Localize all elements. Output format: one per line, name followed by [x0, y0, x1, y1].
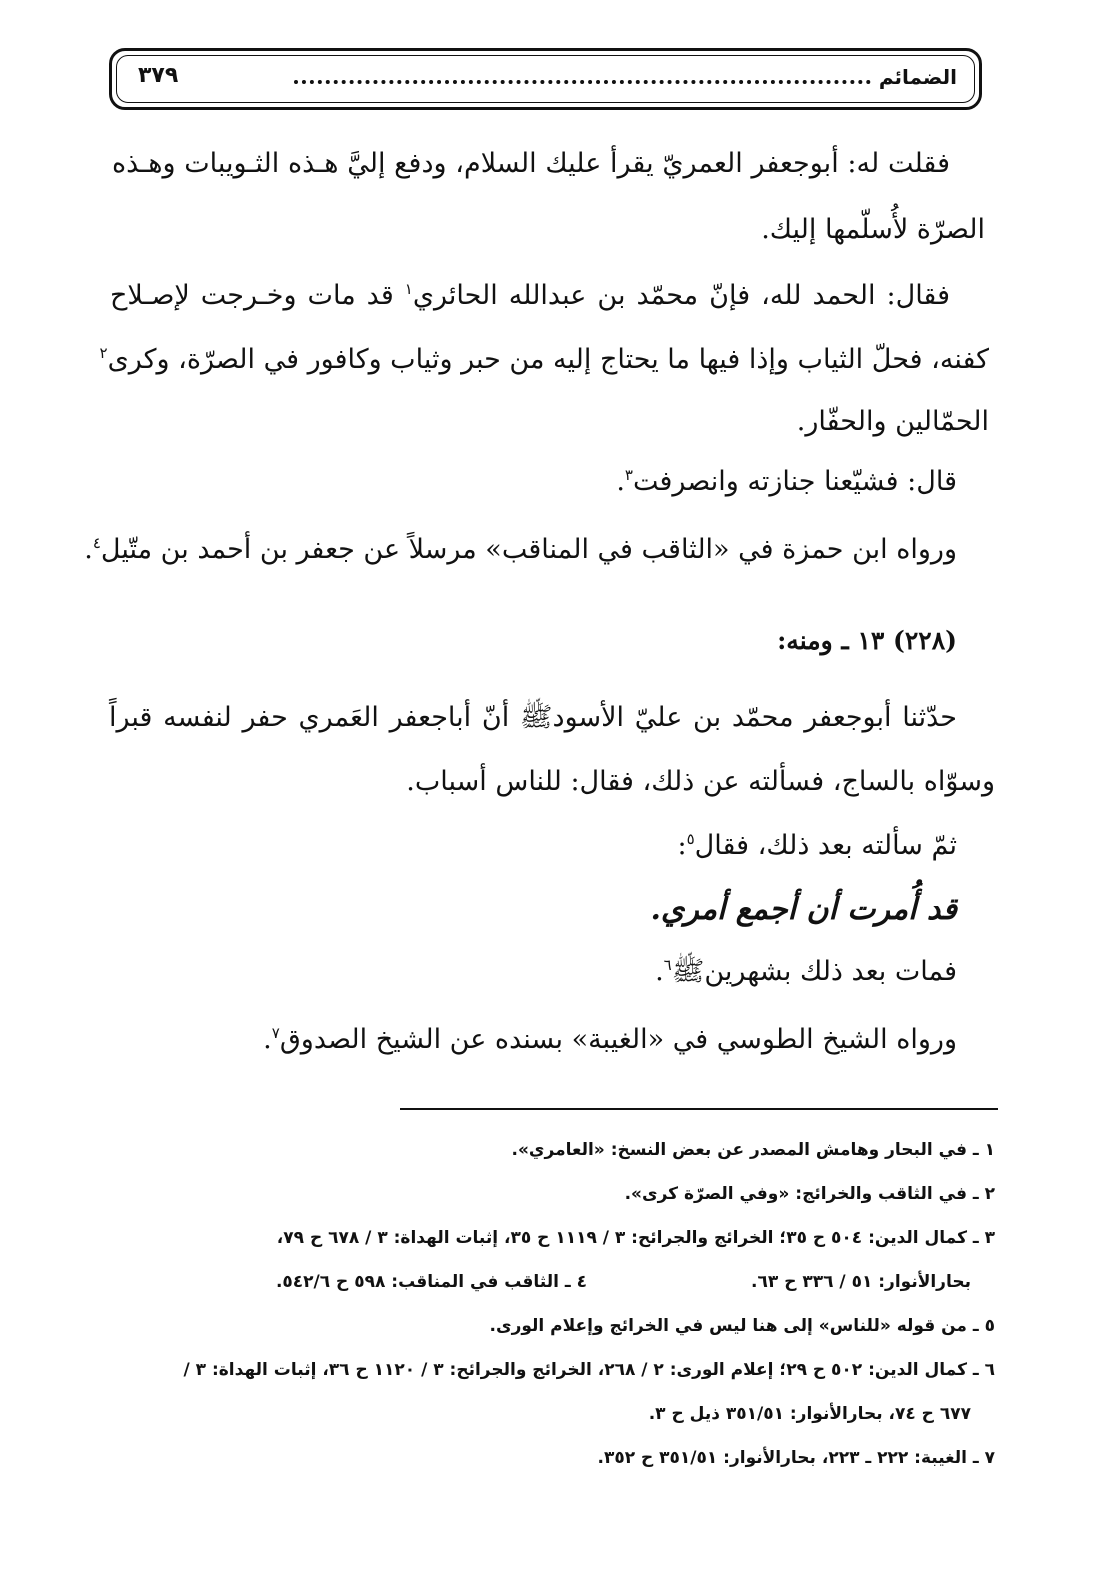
footnote-ref-5: ٥	[686, 830, 695, 848]
paragraph-4: ورواه ابن حمزة في «الثاقب في المناقب» مرسلاً عن جعفر بن أحمد بن متّيل$^٤$.	[84, 534, 957, 565]
footnote-ref-6: ٦	[663, 956, 672, 974]
running-header	[109, 48, 982, 110]
footnote-2: ٢ ـ في الثاقب والخرائج: «وفي الصرّة كرى».	[624, 1184, 995, 1204]
paragraph-2-line-2: كفنه، فحلّ الثياب وإذا فيها ما يحتاج إليه من حبر وثياب وكافور في الصرّة، وكرى$^٢$	[99, 344, 989, 375]
paragraph-1-line-1: فقلت له: أبوجعفر العمريّ يقرأ عليك السلام، ودفع إليَّ هـذه الثـويبات وهـذه	[112, 148, 950, 179]
page-number: ٣٧٩	[138, 63, 179, 88]
section-heading: (٢٢٨) ١٣ ـ ومنه:	[777, 626, 957, 655]
header-title: الضمائم	[878, 65, 957, 89]
paragraph-7: فمات بعد ذلك بشهرينﷺ$^٦$.	[655, 956, 957, 987]
footnote-1: ١ ـ في البحار وهامش المصدر عن بعض النسخ: «العامري».	[511, 1140, 995, 1160]
footnote-7: ٧ ـ الغيبة: ٢٢٢ ـ ٢٢٣، بحارالأنوار: ٣٥١/٥١ ح ٣٥٢.	[597, 1448, 995, 1468]
paragraph-5-line-2: وسوّاه بالساج، فسألته عن ذلك، فقال: للناس أسباب.	[406, 766, 995, 797]
footnote-3-line-1: ٣ ـ كمال الدين: ٥٠٤ ح ٣٥؛ الخرائج والجرائح: ٣ / ١١١٩ ح ٣٥، إثبات الهداة: ٣ / ٦٧٨ ح ٧٩،	[276, 1228, 995, 1248]
footnote-ref-2: ٢	[99, 344, 108, 362]
paragraph-6: ثمّ سألته بعد ذلك، فقال$^٥$:	[677, 830, 957, 861]
footnote-separator	[400, 1108, 998, 1110]
footnote-ref-3: ٣	[624, 466, 633, 484]
footnote-ref-1: ١	[404, 280, 413, 298]
paragraph-2-line-1: فقال: الحمد لله، فإنّ محمّد بن عبدالله الحائري$^١$ قد مات وخـرجت لإصـلاح	[110, 280, 950, 311]
footnote-4: ٤ ـ الثاقب في المناقب: ٥٩٨ ح ٥٤٢/٦.	[275, 1272, 587, 1292]
footnote-6-line-2: ٦٧٧ ح ٧٤، بحارالأنوار: ٣٥١/٥١ ذيل ح ٣.	[648, 1404, 971, 1424]
footnote-3-line-2: بحارالأنوار: ٥١ / ٣٣٦ ح ٦٣.	[751, 1272, 971, 1292]
paragraph-8: ورواه الشيخ الطوسي في «الغيبة» بسنده عن الشيخ الصدوق$^٧$.	[263, 1024, 957, 1055]
footnote-ref-7: ٧	[271, 1024, 280, 1042]
footnote-6-line-1: ٦ ـ كمال الدين: ٥٠٢ ح ٢٩؛ إعلام الورى: ٢ / ٢٦٨، الخرائج والجرائح: ٣ / ١١٢٠ ح ٣٦، إثبات الهداة: ٣ /	[183, 1360, 995, 1380]
paragraph-1-line-2: الصرّة لأُسلّمها إليك.	[761, 214, 985, 245]
footnote-ref-4: ٤	[92, 534, 101, 552]
header-dot-leader	[294, 80, 871, 84]
footnote-5: ٥ ـ من قوله «للناس» إلى هنا ليس في الخرائج وإعلام الورى.	[489, 1316, 995, 1336]
quoted-saying: قد أُمرت أن أجمع أمري.	[650, 892, 957, 927]
paragraph-2-line-3: الحمّالين والحفّار.	[796, 406, 989, 437]
paragraph-5-line-1: حدّثنا أبوجعفر محمّد بن عليّ الأسودﷺ أنّ أباجعفر العَمري حفر لنفسه قبراً	[109, 702, 957, 733]
paragraph-3: قال: فشيّعنا جنازته وانصرفت$^٣$.	[616, 466, 957, 497]
